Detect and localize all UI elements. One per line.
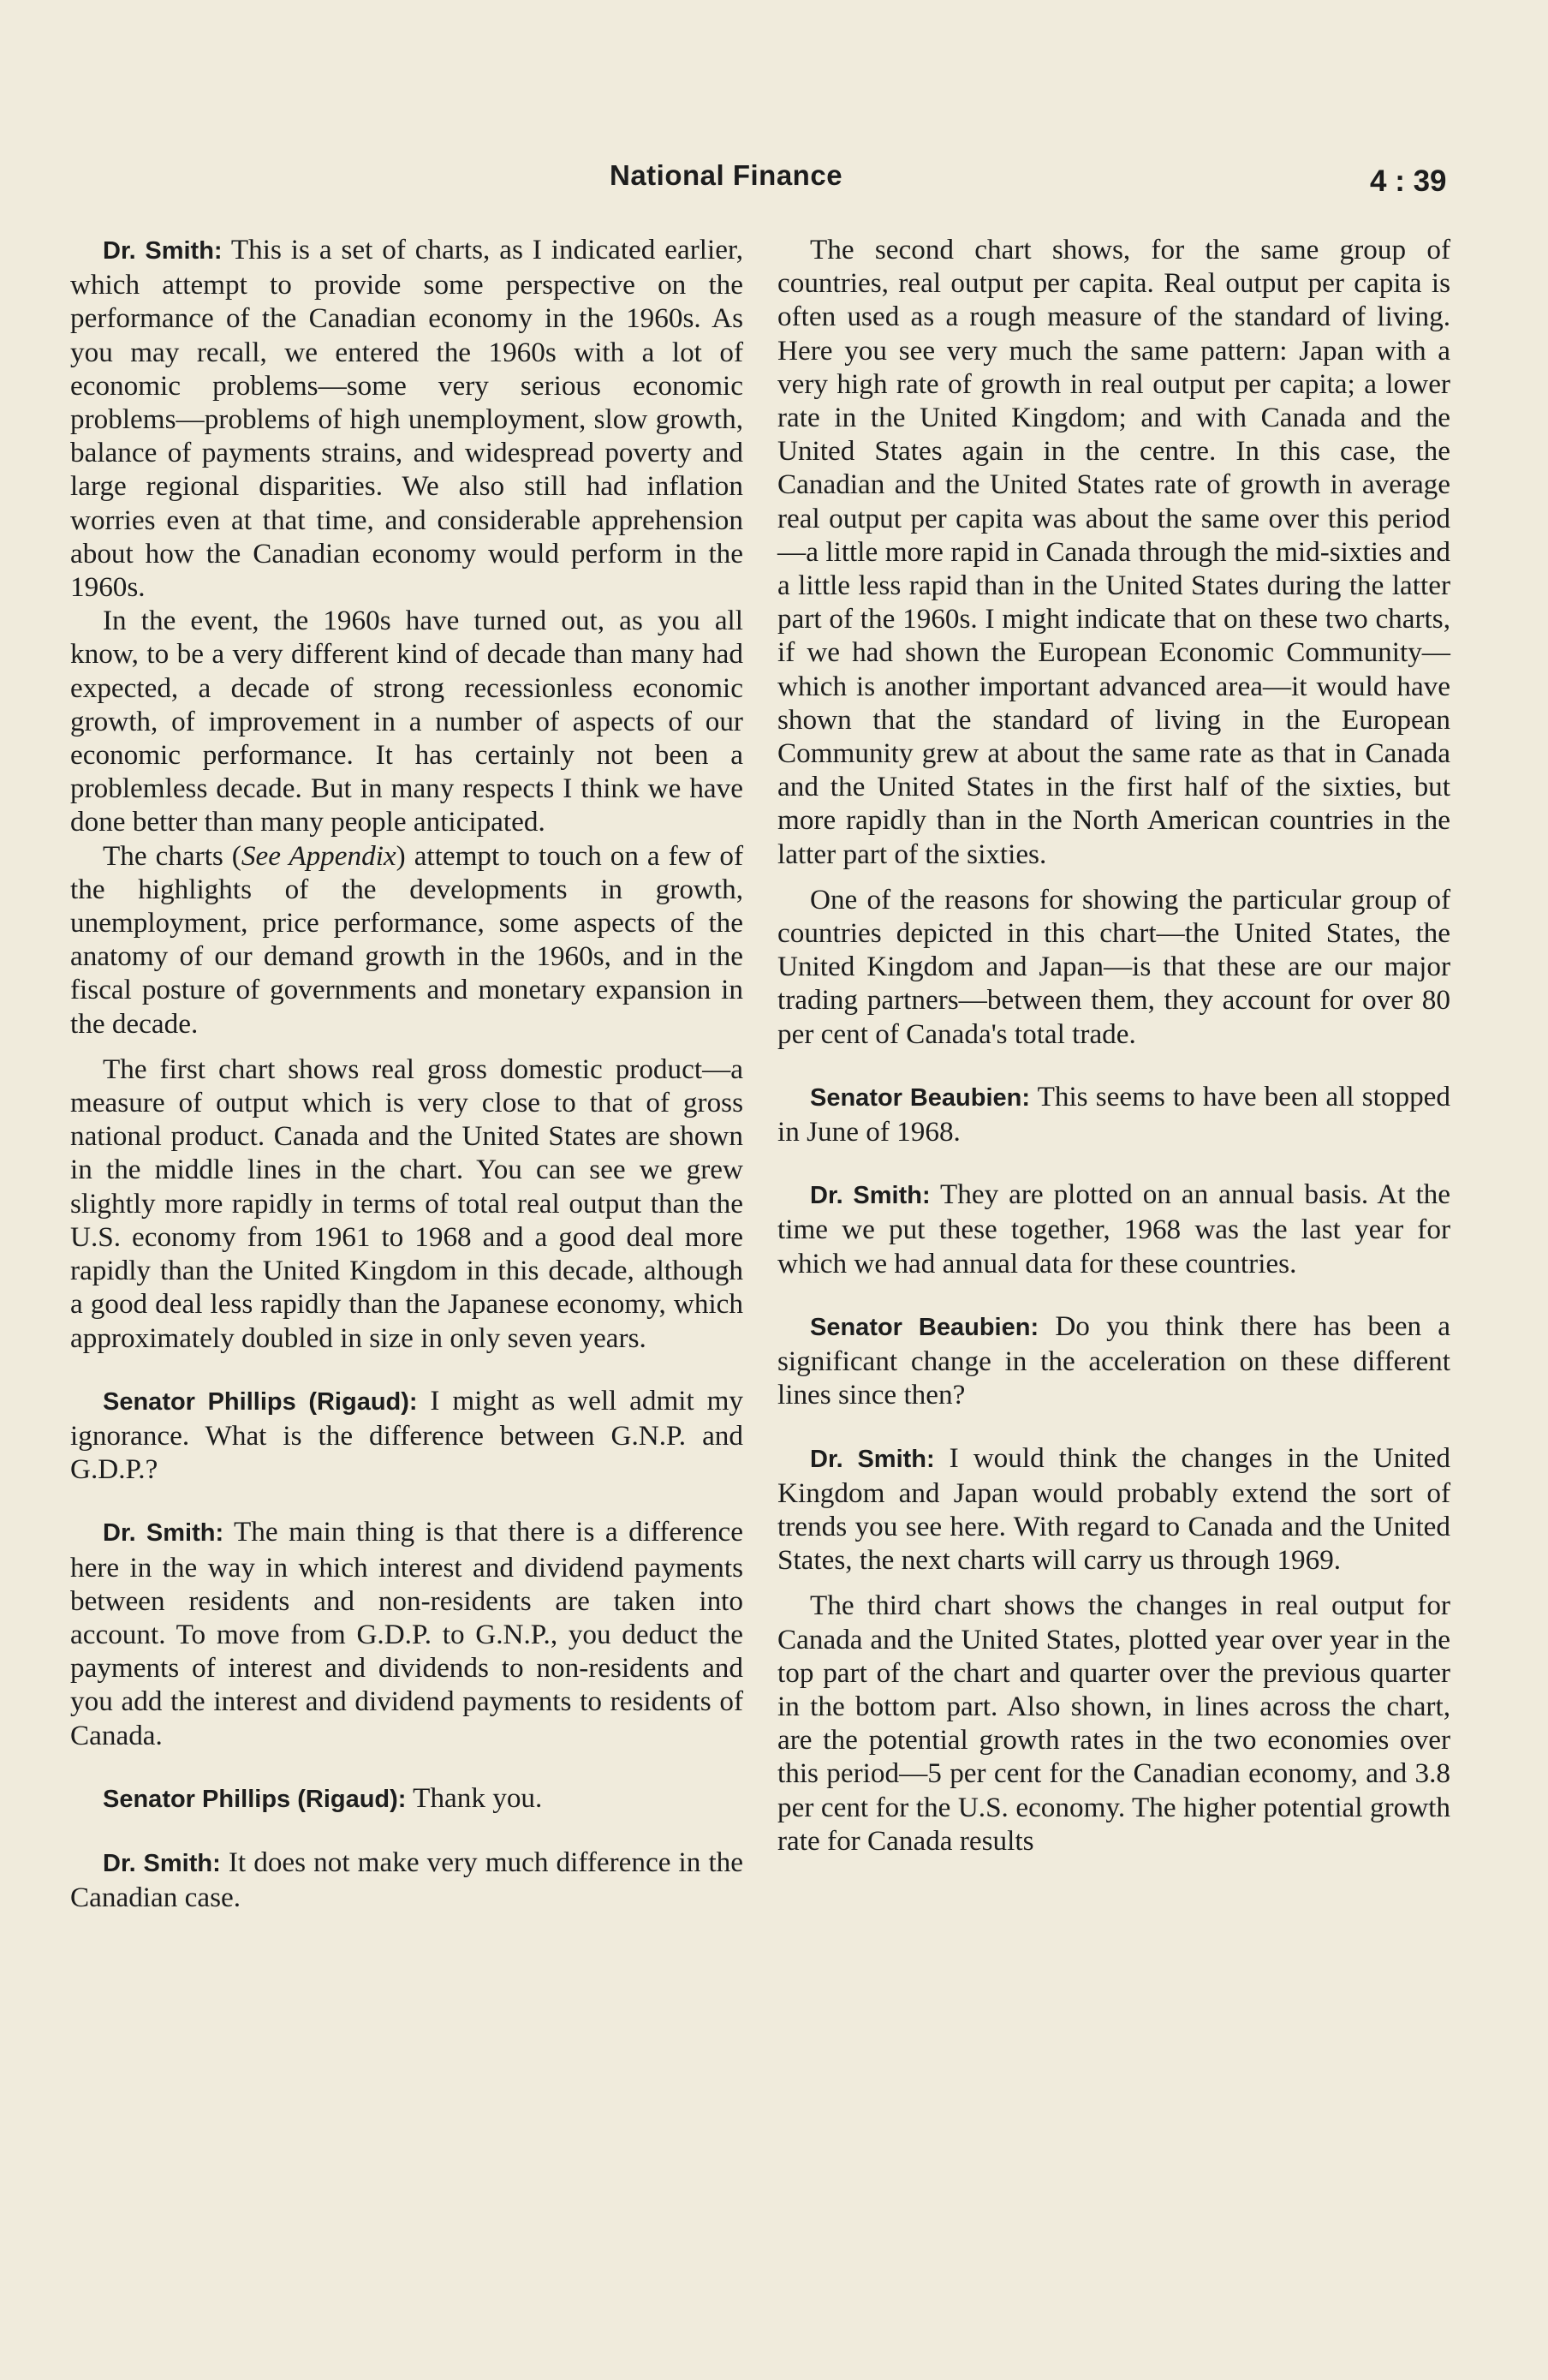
paragraph bbox=[70, 839, 743, 1041]
speaker-label: Dr. Smith: bbox=[810, 1182, 931, 1210]
paragraph-text: The first chart shows real gross domestic product—a measure of output which is very close to that of gross national product. Canada and the United States are shown in the middle lines in the chart. You can see we grew slightly more rapidly in terms of total real output than the U.S. economy from 1961 to 1968 and a good deal more rapidly than the United Kingdom in this decade, although a good deal less rapidly than the Japanese economy, which approximately doubled in size in only seven years. bbox=[70, 1053, 743, 1354]
paragraph bbox=[777, 1441, 1450, 1578]
speaker-label: Dr. Smith: bbox=[103, 1519, 224, 1548]
paragraph-text: The second chart shows, for the same group of countries, real output per capita. Real output per capita is often used as a rough measure of the standard of living. Here you see very much the same pattern: Japan with a very high rate of growth in real output per capita; a lower rate in the United Kingdom; and with Canada and the United States again in the centre. In this case, the Canadian and the United States rate of growth in average real output per capita was about the same over this period—a little more rapid in Canada through the mid-sixties and a little less rapid than in the United States during the latter part of the 1960s. I might indicate that on these two charts, if we had shown the European Economic Community—which is another important advanced area—it would have shown that the standard of living in the European Community grew at about the same rate as that in Canada and the United States in the first half of the sixties, but more rapidly than in the North American countries in the latter part of the sixties. bbox=[777, 234, 1450, 870]
left-column bbox=[70, 233, 743, 1914]
speaker-label: Dr. Smith: bbox=[103, 1849, 221, 1877]
appendix-reference: See Appendix bbox=[241, 839, 396, 872]
paragraph-text: They are plotted on an annual basis. At the time we put these together, 1968 was the last year for which we had annual data for these countries. bbox=[777, 1178, 1450, 1279]
speaker-label: Dr. Smith: bbox=[103, 237, 223, 265]
speaker-label: Senator Phillips (Rigaud): bbox=[103, 1387, 418, 1416]
speaker-label: Senator Beaubien: bbox=[810, 1313, 1039, 1341]
paragraph-text: I might as well admit my ignorance. What is the difference between G.N.P. and G.D.P.? bbox=[70, 1384, 743, 1486]
speaker-label: Senator Phillips (Rigaud): bbox=[103, 1785, 407, 1813]
paragraph bbox=[777, 883, 1450, 1051]
paragraph-text: The third chart shows the changes in real output for Canada and the United States, plotted year over year in the top part of the chart and quarter over the previous quarter in the bottom part. Also shown, in lines across the chart, are the potential growth rates in the two economies over this period—5 per cent for the Canadian economy, and 3.8 per cent for the U.S. economy. The higher potential growth rate for Canada results bbox=[777, 1590, 1450, 1857]
paragraph bbox=[70, 1384, 743, 1487]
paragraph-text: The main thing is that there is a difference here in the way in which interest and dividend payments between residents and non-residents are taken into account. To move from G.D.P. to G.N.P., you deduct the payments of interest and dividends to non-residents and you add the interest and dividend payments to residents of Canada. bbox=[70, 1516, 743, 1751]
paragraph-text: In the event, the 1960s have turned out, as you all know, to be a very different kind of decade than many had expected, a decade of strong recessionless economic growth, of improvement in a number of aspects of our economic performance. It has certainly not been a problemless decade. But in many respects I think we have done better than many people anticipated. bbox=[70, 605, 743, 838]
page-header bbox=[0, 159, 1548, 211]
paragraph bbox=[70, 233, 743, 604]
paragraph bbox=[777, 1080, 1450, 1148]
paragraph-text: This is a set of charts, as I indicated earlier, which attempt to provide some perspective on the performance of the Canadian economy in the 1960s. As you may recall, we entered the 1960s with a lot of economic problems—some very serious economic problems—problems of high unemployment, slow growth, balance of payments strains, and widespread poverty and large regional disparities. We also still had inflation worries even at that time, and considerable apprehension about how the Canadian economy would perform in the 1960s. bbox=[70, 234, 743, 604]
running-title: National Finance bbox=[610, 159, 843, 191]
paragraph-text: It does not make very much difference in the Canadian case. bbox=[70, 1846, 743, 1914]
paragraph-text: I would think the changes in the United Kingdom and Japan would probably extend the sort of trends you see here. With regard to Canada and the United States, the next charts will carry us through 1969. bbox=[777, 1441, 1451, 1577]
paragraph-text: Do you think there has been a significant change in the acceleration on these different lines since then? bbox=[777, 1309, 1451, 1411]
paragraph bbox=[70, 1781, 743, 1816]
paragraph-text: One of the reasons for showing the particular group of countries depicted in this chart—the United States, the United Kingdom and Japan—is that these are our major trading partners—between them, they account for over 80 per cent of Canada's total trade. bbox=[777, 883, 1450, 1050]
paragraph bbox=[777, 1309, 1450, 1412]
paragraph bbox=[70, 604, 743, 838]
page-number: 4 : 39 bbox=[1370, 164, 1447, 198]
right-column bbox=[777, 233, 1450, 1858]
paragraph bbox=[777, 1589, 1450, 1858]
paragraph bbox=[777, 1178, 1450, 1280]
paragraph bbox=[70, 1846, 743, 1914]
paragraph-text: This seems to have been all stopped in June of 1968. bbox=[777, 1080, 1451, 1148]
paragraph-text: Thank you. bbox=[406, 1781, 543, 1814]
paragraph-text: ) attempt to touch on a few of the highlights of the developments in growth, unemployment, price performance, some aspects of the anatomy of our demand growth in the 1960s, and in the fiscal posture of governments and monetary expansion in the decade. bbox=[70, 839, 743, 1040]
speaker-label: Dr. Smith: bbox=[810, 1445, 935, 1473]
paragraph bbox=[70, 1515, 743, 1751]
paragraph bbox=[70, 1053, 743, 1355]
speaker-label: Senator Beaubien: bbox=[810, 1083, 1031, 1112]
paragraph-text: The charts ( bbox=[103, 839, 241, 872]
paragraph bbox=[777, 233, 1450, 871]
